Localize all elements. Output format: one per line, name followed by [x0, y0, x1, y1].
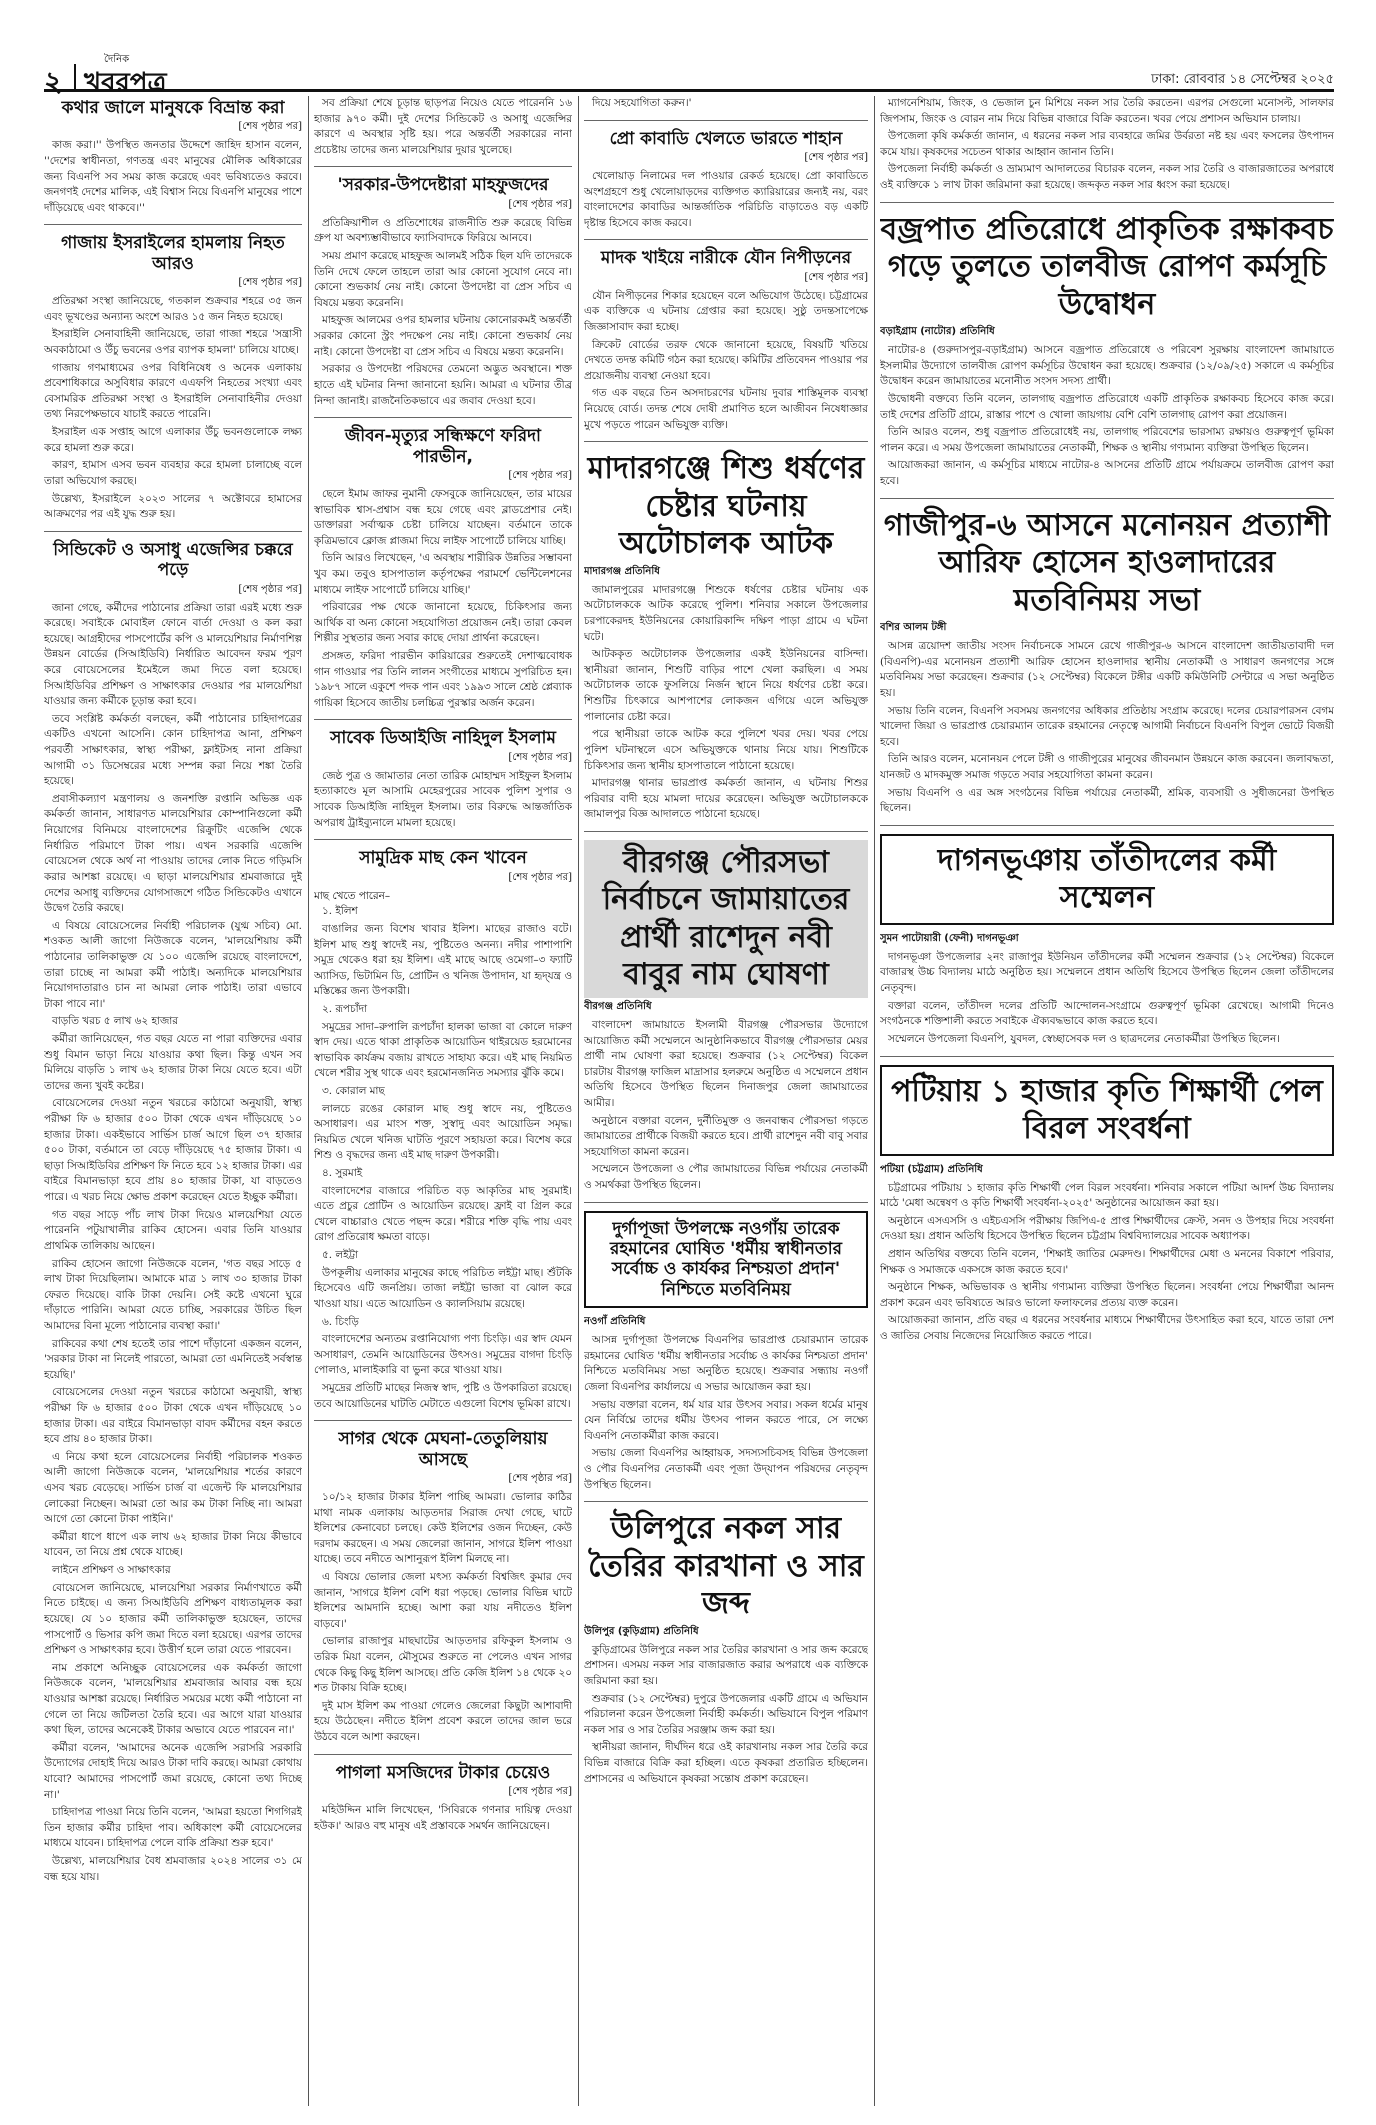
article-paragraph: সমুদ্রের সাদা–রুপালি রূপচাঁদা হালকা ভাজা বা কোলে দারুণ স্বাদ দেয়। এতে থাকা প্রাকৃতিক আয়োডিন থাইরয়েড হরমোনের স্বাভাবিক কার্যক্রম বজায় রাখতে সাহায্য করে। এই মাছ নিয়মিত খেলে শরীর সুস্থ থাকে এবং হরমোনজনিত সমস্যার ঝুঁকি কমে। — [314, 1020, 572, 1080]
article-paragraph: উপজেলা নির্বাহী কর্মকর্তা ও ভ্রাম্যমাণ আদালতের বিচারক বলেন, নকল সার তৈরি ও বাজারজাতের অপরাধে ওই ব্যক্তিকে ১ লাখ টাকা জরিমানা করা হয়েছে। জব্দকৃত নকল সার ধ্বংস করা হয়েছে। — [880, 163, 1334, 192]
news-article — [584, 1211, 868, 1503]
article-paragraph: আয়োজকরা জানান, প্রতি বছর এ ধরনের সংবর্ধনার মাধ্যমে শিক্ষার্থীদের উৎসাহিত করা হবে, যাতে তারা দেশ ও জাতির সেবায় নিজেদের নিয়োজিত করতে পারে। — [880, 1314, 1334, 1342]
article-body — [314, 216, 572, 409]
article-body — [584, 1333, 868, 1493]
article-body — [44, 601, 302, 1886]
article-paragraph: ৬. চিংড়ি — [322, 1315, 359, 1328]
article-body — [880, 639, 1334, 817]
article-paragraph: দাগনভূঞা উপজেলার ২নং রাজাপুর ইউনিয়ন তাঁতীদলের কর্মী সম্মেলন শুক্রবার (১২ সেপ্টেম্বর) বিকেলে বাজারস্থ উচ্চ বিদ্যালয় মাঠে অনুষ্ঠিত হয়। সম্মেলনে প্রধান অতিথি হিসেবে উপস্থিত ছিলেন জেলা তাঁতীদলের নেতৃবৃন্দ। — [880, 950, 1334, 995]
news-article — [584, 840, 868, 1203]
article-paragraph: কুড়িগ্রামের উলিপুরে নকল সার তৈরির কারখানা ও সার জব্দ করেছে প্রশাসন। এসময় নকল সার বাজারজাত করার অপরাধে এক ব্যক্তিকে জরিমানা করা হয়। — [584, 1643, 868, 1688]
article-body — [44, 138, 302, 216]
article-body — [880, 96, 1334, 194]
article-headline: সাগর থেকে মেঘনা-তেতুলিয়ায় আসছে — [338, 1429, 548, 1470]
page-number: ২ — [44, 65, 63, 98]
news-article — [44, 98, 302, 225]
news-article — [314, 1763, 572, 1843]
article-paragraph: উদ্বোধনী বক্তব্যে তিনি বলেন, তালগাছ বজ্রপাত প্রতিরোধে একটি প্রাকৃতিক রক্ষাকবচ হিসেবে কাজ করে। তাই দেশের প্রতিটি গ্রামে, রাস্তার পাশে ও খোলা জায়গায় বেশি বেশি তালগাছ রোপণ করা প্রয়োজন। — [880, 392, 1334, 421]
article-paragraph: বাংলাদেশের অন্যতম রপ্তানিযোগ্য পণ্য চিংড়ি। এর স্বাদ যেমন অসাধারণ, তেমনি আয়োডিনের উৎসও। সমুদ্রের বাগদা চিংড়ি পোলাও, মালাইকারি বা ভুনা করে খাওয়া যায়। — [314, 1333, 572, 1377]
article-paragraph: সভায় তিনি বলেন, বিএনপি সবসময় জনগণের অধিকার প্রতিষ্ঠায় সংগ্রাম করেছে। দলের চেয়ারপারসন বেগম খালেদা জিয়া ও ভারপ্রাপ্ত চেয়ারম্যান তারেক রহমানের নেতৃত্বে আগামী নির্বাচনে বিএনপি বিপুল ভোটে বিজয়ী হবে। — [880, 704, 1334, 748]
continued-label: [শেষ পৃষ্ঠার পর] — [804, 271, 868, 283]
article-paragraph: তিনি আরও লিখেছেন, 'এ অবস্থায় শারীরিক উন্নতির সম্ভাবনা খুব কম। তবুও হাসপাতাল কর্তৃপক্ষের পরামর্শে ভেন্টিলেশনের মাধ্যমে লাইফ সাপোর্টে চালিয়ে যাচ্ছি।' — [314, 552, 572, 596]
article-paragraph: বক্তারা বলেন, তাঁতীদল দলের প্রতিটি আন্দোলন-সংগ্রামে গুরুত্বপূর্ণ ভূমিকা রেখেছে। আগামী দিনেও সংগঠনকে শক্তিশালী করতে সবাইকে ঐক্যবদ্ধভাবে কাজ করতে হবে। — [880, 999, 1334, 1028]
column-1 — [44, 96, 302, 2106]
article-paragraph: বাংলাদেশ জামায়াতে ইসলামী বীরগঞ্জ পৌরসভার উদ্যোগে আয়োজিত কর্মী সম্মেলনে আনুষ্ঠানিকভাবে বীরগঞ্জ পৌরসভার মেয়র প্রার্থী নাম ঘোষণা করা হয়েছে। শুক্রবার (১২ সেপ্টেম্বর) বিকেল চারটায় বীরগঞ্জ ফাজিল মাদ্রাসার হলরুমে অনুষ্ঠিত এ সম্মেলনে প্রধান অতিথি হিসেবে উপস্থিত ছিলেন দিনাজপুর জেলা জামায়াতের আমীর। — [584, 1018, 868, 1109]
article-paragraph: বাড়তি খরচ ৫ লাখ ৬২ হাজার — [52, 1015, 178, 1028]
article-body — [880, 950, 1334, 1048]
article-paragraph: দুই মাস ইলিশ কম পাওয়া গেলেও জেলেরা কিছুটা আশাবাদী হয়ে উঠেছেন। নদীতে ইলিশ প্রবেশ করলে তাদের জাল ভরে উঠবে বলে আশা করছেন। — [314, 1699, 572, 1744]
article-paragraph: বোয়েসেলের দেওয়া নতুন খরচের কাঠামো অনুযায়ী, স্বাস্থ্য পরীক্ষা ফি ৬ হাজার ৫০০ টাকা থেকে এখন দাঁড়িয়েছে ১০ হাজার টাকা। একইভাবে সার্ভিস চার্জ আগে ছিল ৩৭ হাজার ৫০০ টাকা, বর্তমানে তা বেড়ে দাঁড়িয়েছে ৭৫ হাজার টাকা। এ ছাড়া সিআইডিবির প্রশিক্ষণ ফি নিতে হবে ১২ হাজার টাকা। এর বাইরে বিমানভাড়া হবে প্রায় ৪০ হাজার টাকা, যা বাড়তেও পারে। এ খরচ নিয়ে ক্ষোভ প্রকাশ করেছেন যেতে ইচ্ছুক কর্মীরা। — [44, 1097, 302, 1204]
article-headline: সিন্ডিকেট ও অসাধু এজেন্সির চক্করে পড়ে — [53, 539, 293, 581]
article-paragraph: তবে সংশ্লিষ্ট কর্মকর্তা বলছেন, কর্মী পাঠানোর চাহিদাপত্রের একটিও এখনো আসেনি। কোন চাহিদাপত্র আনা, প্রশিক্ষণ পরবর্তী সাক্ষাৎকার, স্বাস্থ্য পরীক্ষা, ফ্লাইটসহ নানা প্রক্রিয়া আগামী ৩১ ডিসেম্বরের মধ্যে সম্পন্ন করা নিয়ে শঙ্কা তৈরি হয়েছে। — [44, 712, 302, 788]
article-paragraph: আয়োজকরা জানান, এ কর্মসূচির মাধ্যমে নাটোর-৪ আসনের প্রতিটি গ্রামে পর্যায়ক্রমে তালবীজ রোপণ করা হবে। — [880, 459, 1334, 488]
news-article — [880, 834, 1334, 1057]
article-body — [314, 769, 572, 831]
article-paragraph: প্রতিরক্ষা সংস্থা জানিয়েছে, গতকাল শুক্রবার শহরে ৩৫ জন এবং ভূখণ্ডের অন্যান্য অংশে আরও ১৫ জন নিহত হয়েছে। — [44, 295, 302, 323]
column-3 — [584, 96, 868, 2106]
article-paragraph: ক্রিকেট বোর্ডের তরফ থেকে জানানো হয়েছে, বিষয়টি খতিয়ে দেখতে তদন্ত কমিটি গঠন করা হয়েছে। কমিটির প্রতিবেদন পাওয়ার পর প্রয়োজনীয় ব্যবস্থা নেওয়া হবে। — [584, 338, 868, 382]
article-byline: উলিপুর (কুড়িগ্রাম) প্রতিনিধি — [584, 1625, 699, 1637]
article-paragraph: ভোলার রাজাপুর মাছঘাটের আড়তদার রফিকুল ইসলাম ও তরিক মিয়া বলেন, মৌসুমের শুরুতে না পেলেও এখন সাগর থেকে কিছু কিছু ইলিশ আসছে। প্রতি কেজি ইলিশ ১৪ থেকে ২০ শত টাকায় বিক্রি হচ্ছে। — [314, 1635, 572, 1695]
list-intro: মাছ খেতে পারেন– — [314, 889, 391, 902]
article-byline: সুমন পাটোয়ারী (ফেনী) দাগনভূঞা — [880, 932, 1019, 944]
news-article — [584, 1510, 868, 1795]
news-article — [584, 450, 868, 832]
masthead-divider — [74, 64, 76, 90]
dateline: ঢাকা: রোববার ১৪ সেপ্টেম্বর ২০২৫ — [1151, 72, 1334, 87]
news-article — [314, 728, 572, 840]
article-paragraph: ম্যাগনেশিয়াম, জিংক, ও ভেজাল চুন মিশিয়ে নকল সার তৈরি করতেন। এরপর সেগুলো মনোসল্ট, সালফার জিপসাম, জিংক ও বোরন নাম দিয়ে বিভিন্ন বাজারে বিক্রি করতেন। খবর পেয়ে প্রশাসন অভিযান চালায়। — [880, 97, 1334, 125]
article-paragraph: সভায় জেলা বিএনপির আহ্বায়ক, সদস্যসচিবসহ বিভিন্ন উপজেলা ও পৌর বিএনপির নেতাকর্মী এবং পূজা উদ্‌যাপন পরিষদের নেতৃবৃন্দ উপস্থিত ছিলেন। — [584, 1447, 868, 1491]
article-paragraph: লালচে রঙের কোরাল মাছ শুধু স্বাদে নয়, পুষ্টিতেও অসাধারণ। এর মাংস শক্ত, সুস্বাদু এবং আয়োডিন সমৃদ্ধ। নিয়মিত খেলে খনিজ ঘাটতি পূরণে সহায়তা করে। বিশেষ করে শিশু ও বৃদ্ধদের জন্য এই মাছ দারুণ উপকারী। — [314, 1102, 572, 1162]
article-headline: জীবন-মৃত্যুর সন্ধিক্ষণে ফরিদা পারভীন, — [345, 426, 541, 467]
article-headline: মাদারগঞ্জে শিশু ধর্ষণের চেষ্টার ঘটনায় অটোচালক আটক — [587, 451, 865, 562]
article-paragraph: চট্টগ্রামের পটিয়ায় ১ হাজার কৃতি শিক্ষার্থী পেল বিরল সংবর্ধনা। শনিবার সকালে পটিয়া আদর্শ উচ্চ বিদ্যালয় মাঠে 'মেধা অন্বেষণ ও কৃতি শিক্ষার্থী সংবর্ধনা-২০২৫' অনুষ্ঠানের আয়োজন করা হয়। — [880, 1181, 1334, 1210]
article-body — [314, 487, 572, 712]
paper-name: খবরপত্র — [84, 68, 167, 98]
article-paragraph: পরে স্থানীয়রা তাকে আটক করে পুলিশে খবর দেয়। খবর পেয়ে পুলিশ ঘটনাস্থলে এসে অভিযুক্তকে থানায় নিয়ে যায়। শিশুটিকে চিকিৎসার জন্য স্থানীয় হাসপাতালে পাঠানো হয়েছে। — [584, 728, 868, 772]
article-body — [314, 904, 572, 1412]
article-headline: উলিপুরে নকল সার তৈরির কারখানা ও সার জব্দ — [588, 1511, 864, 1622]
continued-label: [শেষ পৃষ্ঠার পর] — [238, 121, 302, 133]
article-body — [584, 1018, 868, 1194]
article-paragraph: আসন্ন দুর্গাপূজা উপলক্ষে বিএনপির ভারপ্রাপ্ত চেয়ারম্যান তারেক রহমানের ঘোষিত 'ধর্মীয় স্বাধীনতার সর্বোচ্চ ও কার্যকর নিশ্চয়তা প্রদান' নিশ্চিতে মতবিনিময় সভা অনুষ্ঠিত হয়েছে। শুক্রবার সন্ধ্যায় নওগাঁ জেলা বিএনপির কার্যালয়ে এ সভার আয়োজন করা হয়। — [584, 1334, 868, 1394]
article-paragraph: প্রতিক্রিয়াশীল ও প্রতিশোধের রাজনীতি শুরু করেছে বিভিন্ন গ্রুপ যা অবশ্যম্ভাবীভাবে ফ্যাসিবাদকে ফিরিয়ে আনবে। — [314, 216, 572, 245]
article-paragraph: উল্লেখ্য, ইসরাইলে ২০২৩ সালের ৭ অক্টোবরে হামাসের আক্রমণের পর এই যুদ্ধ শুরু হয়। — [44, 492, 302, 521]
continued-label: [শেষ পৃষ্ঠার পর] — [508, 751, 572, 763]
article-paragraph: অনুষ্ঠানে বক্তারা বলেন, দুর্নীতিমুক্ত ও জনবান্ধব পৌরসভা গড়তে জামায়াতের প্রার্থীকে বিজয়ী করতে হবে। প্রার্থী রাশেদুন নবী বাবু সবার সহযোগিতা কামনা করেন। — [584, 1114, 868, 1158]
article-headline: পটিয়ায় ১ হাজার কৃতি শিক্ষার্থী পেল বিরল সংবর্ধনা — [880, 1065, 1334, 1156]
article-paragraph: লাইনে প্রশিক্ষণ ও সাক্ষাৎকার — [52, 1564, 171, 1577]
article-paragraph: সমুদ্রের প্রতিটি মাছের নিজস্ব স্বাদ, পুষ্টি ও উপকারিতা রয়েছে। তবে আয়োডিনের ঘাটতি মেটাতে এগুলো বিশেষ ভূমিকা রাখে। — [314, 1381, 572, 1410]
article-headline: দুর্গাপূজা উপলক্ষে নওগাঁয় তারেক রহমানের ঘোষিত 'ধর্মীয় স্বাধীনতার সর্বোচ্চ ও কার্যকর নিশ্চয়তা প্রদান' নিশ্চিতে মতবিনিময় — [584, 1211, 868, 1309]
news-article — [584, 96, 868, 121]
article-paragraph: ছেলে ইমাম জাফর নুমানী ফেসবুকে জানিয়েছেন, তার মায়ের স্বাভাবিক শ্বাস-প্রশ্বাস বন্ধ হয়ে গেছে এবং ব্লাডপ্রেশার নেই। ডাক্তাররা সর্বাত্মক চেষ্টা চালিয়ে যাচ্ছেন। বর্তমানে তাকে কৃত্রিমভাবে ক্লোজ প্লাজমা দিয়ে লাইফ সাপোর্টে চালিয়ে যাচ্ছি। — [314, 487, 572, 547]
article-paragraph: নাম প্রকাশে অনিচ্ছুক বোয়েসেলের এক কর্মকর্তা জাগো নিউজকে বলেন, 'মালয়েশিয়ার শ্রমবাজার আবার বন্ধ হয়ে যাওয়ার আশঙ্কা রয়েছে। নির্ধারিত সময়ের মধ্যে কর্মী পাঠানো না গেলে তা নিয়ে জটিলতা তৈরি হবে। এর আগে যারা যাওয়ার কথা ছিল, তাদের অনেকেই টাকার অভাবে যেতে পারবেন না।' — [44, 1661, 302, 1737]
article-body — [584, 289, 868, 433]
article-paragraph: সরকার ও উপদেষ্টা পরিষদের তেমনো অদ্ভুত অবস্থানে। শক্ত হাতে এই ঘটনার নিন্দা জানানো হয়নি। আমরা এ ঘটনার তীব্র নিন্দা জানাই। রাজনৈতিকভাবে এর জবাব দেওয়া হবে। — [314, 363, 572, 407]
continued-label: [শেষ পৃষ্ঠার পর] — [508, 871, 572, 883]
article-body — [584, 583, 868, 823]
article-headline: 'সরকার-উপদেষ্টারা মাহফুজদের — [337, 175, 549, 196]
article-headline: দাগনভূঞায় তাঁতীদলের কর্মী সম্মেলন — [880, 834, 1334, 925]
article-paragraph: গত এক বছরে তিন অসদাচরণের ঘটনায় দুবার শাস্তিমূলক ব্যবস্থা নিয়েছে বোর্ড। তদন্ত শেষে দোষী প্রমাণিত হলে আজীবন নিষেধাজ্ঞার মুখে পড়তে পারেন অভিযুক্ত ব্যক্তি। — [584, 387, 868, 431]
article-paragraph: উপকূলীয় এলাকার মানুষের কাছে পরিচিত লইট্টা মাছ। শুঁটকি হিসেবেও এটি জনপ্রিয়। তাজা লইট্টা ভাজা বা ঝোল করে খাওয়া যায়। এতে আয়োডিন ও ক্যালসিয়াম রয়েছে। — [314, 1266, 572, 1310]
article-headline: গাজীপুর-৬ আসনে মনোনয়ন প্রত্যাশী আরিফ হোসেন হাওলাদারের মতবিনিময় সভা — [883, 507, 1331, 618]
article-paragraph: ৩. কোরাল মাছ — [322, 1084, 385, 1097]
article-headline: গাজায় ইসরাইলের হামলায় নিহত আরও — [61, 233, 285, 274]
article-body — [314, 1490, 572, 1746]
article-paragraph: জেষ্ঠ পুত্র ও জামাতার নেতা তারিক মোহাম্মদ সাইফুল ইসলাম হত্যাকাণ্ডে মূল আসামি মেহেরপুরের সাবেক পুলিশ সুপার ও সাবেক ডিআইজি নাহিদুল ইসলাম। তার বিরুদ্ধে আন্তর্জাতিক অপরাধ ট্রাইব্যুনালে মামলা হয়েছে। — [314, 769, 572, 829]
article-paragraph: সভায় বক্তারা বলেন, ধর্ম যার যার উৎসব সবার। সকল ধর্মের মানুষ যেন নির্বিঘ্নে তাদের ধর্মীয় উৎসব পালন করতে পারে, সে লক্ষ্যে বিএনপি নেতাকর্মীরা কাজ করবে। — [584, 1398, 868, 1442]
continued-label: [শেষ পৃষ্ঠার পর] — [238, 583, 302, 595]
article-paragraph: কারণ, হামাস এসব ভবন ব্যবহার করে হামলা চালাচ্ছে বলে তারা অভিযোগ করছে। — [44, 459, 302, 487]
article-body — [880, 1181, 1334, 1345]
article-paragraph: সময় প্রমাণ করেছে মাহফুজ আলমই সঠিক ছিল যদি তাদেরকে তিনি দেখে ফেলে তাহলে তারা আর কোনো সুযোগ নেবে না। কোনো শুভকার্য নেয় নাই। কোনো উপদেষ্টা বা প্রেস সচিব এ বিষয়ে মন্তব্য করেননি। — [314, 250, 572, 309]
article-paragraph: প্রবাসীকল্যাণ মন্ত্রণালয় ও জনশক্তি রপ্তানি অভিজ্ঞ এক কর্মকর্তা জানান, সাধারণত মালয়েশিয়ার কোম্পানিগুলো কর্মী নিয়োগের বিনিময়ে বাংলাদেশের রিক্রুটিং এজেন্সি থেকে নির্ধারিত পরিমাণে টাকা পায়। এখন সরকারি এজেন্সি বোয়েসেল থেকে অর্থ না পাওয়ায় তাদের লোক নিতে গড়িমসি করার আশঙ্কা রয়েছে। এ ছাড়া মালয়েশিয়ার শ্রমবাজারে দুই দেশের অসাধু ব্যক্তিদের যোগসাজশে গঠিত সিন্ডিকেটও এখানে উদ্বেগ তৈরি করছে। — [44, 792, 302, 915]
article-paragraph: কাজ করা।'' উপস্থিত জনতার উদ্দেশে জাহিদ হাসান বলেন, ''দেশের স্বাধীনতা, গণতন্ত্র এবং মানুষের মৌলিক অধিকারের জন্য বিএনপি সব সময় কাজ করেছে এবং ভবিষ্যতেও করবে। জনগণই দেশের মালিক, এই বিশ্বাস নিয়ে বিএনপি মানুষের পাশে দাঁড়িয়েছে এবং থাকবে।'' — [44, 139, 302, 214]
article-paragraph: বোয়েসেলের দেওয়া নতুন খরচের কাঠামো অনুযায়ী, স্বাস্থ্য পরীক্ষা ফি ৬ হাজার ৫০০ টাকা থেকে এখন দাঁড়িয়েছে ১০ হাজার টাকা। এর বাইরে বিমানভাড়া বাবদ কর্মীদের বহন করতে হবে প্রায় ৪০ হাজার টাকা। — [44, 1386, 302, 1446]
news-article — [314, 175, 572, 418]
news-article — [44, 233, 302, 531]
article-paragraph: কর্মীরা জানিয়েছেন, গত বছর যেতে না পারা ব্যক্তিদের এবার শুধু বিমান ভাড়া নিয়ে যাওয়ার কথা ছিল। কিন্তু এখন সব মিলিয়ে বাড়তি ১ লাখ ৬২ হাজার টাকা নিয়ে যেতে হবে। এটা তাদের জন্য খুবই কষ্টের। — [44, 1032, 302, 1092]
article-byline: বশির আলম টঙ্গী — [880, 622, 947, 634]
continued-label: [শেষ পৃষ্ঠার পর] — [508, 469, 572, 481]
article-body — [314, 1803, 572, 1834]
continued-label: [শেষ পৃষ্ঠার পর] — [508, 198, 572, 210]
continued-label: [শেষ পৃষ্ঠার পর] — [508, 1786, 572, 1798]
article-headline: কথার জালে মানুষকে বিভ্রান্ত করা — [61, 98, 285, 118]
article-headline: বজ্রপাত প্রতিরোধে প্রাকৃতিক রক্ষাকবচ গড়ে তুলতে তালবীজ রোপণ কর্মসূচি উদ্বোধন — [880, 211, 1334, 322]
article-paragraph: রাকিবের কথা শেষ হতেই তার পাশে দাঁড়ানো একজন বলেন, 'সরকার টাকা না নিলেই পারতো, আমরা তো এমনিতেই সর্বস্বান্ত হয়েছি।' — [44, 1337, 302, 1381]
article-paragraph: তিনি আরও বলেন, মনোনয়ন পেলে টঙ্গী ও গাজীপুরের মানুষের জীবনমান উন্নয়নে কাজ করবেন। জলাবদ্ধতা, যানজট ও মাদকমুক্ত সমাজ গড়তে সবার সহযোগিতা কামনা করেন। — [880, 753, 1334, 782]
article-paragraph: চাহিদাপত্র পাওয়া নিয়ে তিনি বলেন, 'আমরা হয়তো শিগগিরই তিন হাজার কর্মীর চাহিদা পাব। অধিকাংশ কর্মী বোয়েসেলের মাধ্যমে যাবেন। চাহিদাপত্র পেলে বাকি প্রক্রিয়া শুরু হবে।' — [44, 1806, 302, 1850]
article-paragraph: তিনি আরও বলেন, শুধু বজ্রপাত প্রতিরোধেই নয়, তালগাছ পরিবেশের ভারসাম্য রক্ষায়ও গুরুত্বপূর্ণ ভূমিকা পালন করে। এ সময় উপজেলা জামায়াতের নেতাকর্মী, শিক্ষক ও স্থানীয় গণ্যমান্য ব্যক্তিরা উপস্থিত ছিলেন। — [880, 426, 1334, 454]
article-paragraph: ইসরাইলি সেনাবাহিনী জানিয়েছে, তারা গাজা শহরে 'সন্ত্রাসী অবকাঠামো ও উঁচু ভবনের ওপর ব্যাপক হামলা' চালিয়ে যাচ্ছে। — [44, 328, 302, 357]
masthead — [44, 54, 1334, 98]
article-headline: বীরগঞ্জ পৌরসভা নির্বাচনে জামায়াতের প্রার্থী রাশেদুন নবী বাবুর নাম ঘোষণা — [584, 840, 868, 998]
article-paragraph: জামালপুরের মাদারগঞ্জে শিশুকে ধর্ষণের চেষ্টার ঘটনায় এক অটোচালককে আটক করেছে পুলিশ। শনিবার সকালে উপজেলার চরপাকেরদহ ইউনিয়নের কোয়ারিকান্দি দক্ষিণ পাড়া গ্রামে এ ঘটনা ঘটে। — [584, 583, 868, 643]
article-paragraph: ১. ইলিশ — [322, 905, 358, 918]
article-paragraph: ১০/১২ হাজার টাকার ইলিশ পাচ্ছি আমরা। ভোলার কাঠির মাথা নামক এলাকায় আড়তদার সিরাজ দেখা গেছে, ঘাটে ইলিশের কেনাবেচা চলছে। কেউ ইলিশের ওজন দিচ্ছেন, কেউ দরদাম করছেন। এ সময় জেলেরা জানান, সাগরে ইলিশ পাওয়া যাচ্ছে। তবে নদীতে আশানুরূপ ইলিশ মিলছে না। — [314, 1490, 572, 1566]
article-paragraph: প্রসঙ্গত, ফরিদা পারভীন কারিয়ারের শুরুতেই দেশাত্মবোধক গান গাওয়ার পর তিনি লালন সংগীতের মাধ্যমে সুপরিচিত হন। ১৯৮৭ সালে একুশে পদক পান এবং ১৯৯৩ সালে শ্রেষ্ঠ প্লেব্যাক গায়িকা হিসেবে জাতীয় চলচ্চিত্র পুরস্কার অর্জন করেন। — [314, 650, 572, 709]
article-headline: সাবেক ডিআইজি নাহিদুল ইসলাম — [330, 728, 556, 749]
news-article — [314, 1429, 572, 1755]
news-article — [880, 211, 1334, 499]
article-paragraph: এ বিষয়ে ভোলার জেলা মৎস্য কর্মকর্তা বিশ্বজিৎ কুমার দেব জানান, 'সাগরে ইলিশ বেশি ধরা পড়ছে। ভোলার বিভিন্ন ঘাটে ইলিশের আমদানি হচ্ছে। আশা করা যায় নদীতেও ইলিশ বাড়বে।' — [314, 1571, 572, 1630]
article-paragraph: এ বিষয়ে বোয়েসেলের নির্বাহী পরিচালক (যুগ্ম সচিব) মো. শওকত আলী জাগো নিউজকে বলেন, 'মালয়েশিয়ায় কর্মী পাঠানোর তালিকাভুক্ত যে ১০০ এজেন্সি রয়েছে বাংলাদেশে, তারা চাচ্ছে না আমরা কর্মী পাঠাই। অন্যদিকে মালয়েশিয়ার নিয়োগদাতারাও চান না আমরা লোক পাঠাই। তারা এভাবে টাকা পাবে না।' — [44, 919, 302, 1010]
article-paragraph: স্থানীয়রা জানান, দীর্ঘদিন ধরে ওই কারখানায় নকল সার তৈরি করে বিভিন্ন বাজারে বিক্রি করা হচ্ছিল। এতে কৃষকরা প্রতারিত হচ্ছিলেন। প্রশাসনের এ অভিযানে কৃষকরা সন্তোষ প্রকাশ করেছেন। — [584, 1741, 868, 1785]
news-article — [584, 248, 868, 442]
article-paragraph: নাটোর-৪ (গুরুদাসপুর-বড়াইগ্রাম) আসনে বজ্রপাত প্রতিরোধে ও পরিবেশ সুরক্ষায় বাংলাদেশ জামায়াতে ইসলামীর উদ্যোগে তালবীজ রোপণ কর্মসূচির উদ্বোধন করা হয়েছে। শুক্রবার (১২/০৯/২৫) সকালে এ কর্মসূচির উদ্বোধন করেন জামায়াতের মনোনীত সংসদ সদস্য প্রার্থী। — [880, 344, 1334, 388]
article-paragraph: ইসরাইল এক সপ্তাহ আগে এলাকার উঁচু ভবনগুলোকে লক্ষ্য করে হামলা শুরু করে। — [44, 426, 302, 454]
article-byline: নওগাঁ প্রতিনিধি — [584, 1316, 646, 1328]
article-byline: পটিয়া (চট্টগ্রাম) প্রতিনিধি — [880, 1163, 983, 1175]
article-paragraph: দিয়ে সহযোগিতা করুন।' — [592, 97, 692, 109]
article-body — [314, 96, 572, 158]
article-body — [44, 294, 302, 523]
article-paragraph: রাকিব হোসেন জাগো নিউজকে বলেন, 'গত বছর সাড়ে ৫ লাখ টাকা দিয়েছিলাম। আমাকে মাত্র ১ লাখ ৩০ হাজার টাকা ফেরত দিয়েছে। বাকি টাকা দেয়নি। সেই কষ্টে এখনো ঘুরে দাঁড়াতে পারিনি। আমরা যেতে চাচ্ছি, সরকারের উচিত ছিল আমাদের বিনা মূল্যে পাঠানোর ব্যবস্থা করা।' — [44, 1257, 302, 1332]
news-article — [314, 426, 572, 720]
article-paragraph: খেলোয়াড় নিলামের দল পাওয়ার রেকর্ড হয়েছে। প্রো কাবাডিতে অংশগ্রহণে শুধু খেলোয়াড়দের ব্যক্তিগত ক্যারিয়ারের জন্যই নয়, বরং বাংলাদেশের কাবাডির আন্তর্জাতিক পরিচিতি বাড়াতেও বড় একটি দৃষ্টান্ত হিসেবে কাজ করবে। — [584, 170, 868, 229]
article-paragraph: সম্মেলনে উপজেলা ও পৌর জামায়াতের বিভিন্ন পর্যায়ের নেতাকর্মী ও সমর্থকরা উপস্থিত ছিলেন। — [584, 1163, 868, 1192]
article-paragraph: যৌন নিপীড়নের শিকার হয়েছেন বলে অভিযোগ উঠেছে। চট্টগ্রামের এক ব্যক্তিকে এ ঘটনায় গ্রেপ্তার করা হয়েছে। সুষ্ঠু তদন্তসাপেক্ষে জিজ্ঞাসাবাদ করা হচ্ছে। — [584, 289, 868, 334]
article-paragraph: সব প্রক্রিয়া শেষে চূড়ান্ত ছাড়পত্র নিয়েও যেতে পারেননি ১৬ হাজার ৯৭০ কর্মী। দুই দেশের সিন্ডিকেট ও অসাধু এজেন্সির কারণে এ অবস্থার সৃষ্টি হয়। পরে অন্তর্বর্তী সরকারের নানা প্রচেষ্টায় তাদের জন্য মালয়েশিয়ার দুয়ার খুলেছে। — [314, 97, 572, 156]
article-paragraph: অনুষ্ঠানে এসএসসি ও এইচএসসি পরীক্ষায় জিপিএ-৫ প্রাপ্ত শিক্ষার্থীদের ক্রেস্ট, সনদ ও উপহার দিয়ে সংবর্ধনা দেওয়া হয়। প্রধান অতিথি হিসেবে উপস্থিত ছিলেন চট্টগ্রাম বিশ্ববিদ্যালয়ের সাবেক অধ্যাপক। — [880, 1214, 1334, 1243]
article-paragraph: ৫. লইট্টা — [322, 1249, 359, 1262]
article-paragraph: আটককৃত অটোচালক উপজেলার একই ইউনিয়নের বাসিন্দা। স্থানীয়রা জানান, শিশুটি বাড়ির পাশে খেলা করছিল। এ সময় অটোচালক তাকে ফুসলিয়ে নির্জন স্থানে নিয়ে ধর্ষণের চেষ্টা করে। শিশুটির চিৎকারে আশপাশের লোকজন এগিয়ে এলে অভিযুক্ত পালানোর চেষ্টা করে। — [584, 648, 868, 723]
article-byline: বড়াইগ্রাম (নাটোর) প্রতিনিধি — [880, 326, 995, 338]
continued-label: [শেষ পৃষ্ঠার পর] — [508, 1472, 572, 1484]
article-body — [584, 1643, 868, 1787]
article-paragraph: কর্মীরা ধাপে ধাপে এক লাখ ৬২ হাজার টাকা নিয়ে কীভাবে যাবেন, তা নিয়ে প্রশ্ন থেকে যাচ্ছে। — [44, 1530, 302, 1559]
article-paragraph: অনুষ্ঠানে শিক্ষক, অভিভাবক ও স্থানীয় গণ্যমান্য ব্যক্তিরা উপস্থিত ছিলেন। সংবর্ধনা পেয়ে শিক্ষার্থীরা আনন্দ প্রকাশ করেন এবং ভবিষ্যতে আরও ভালো ফলাফলের প্রত্যয় ব্যক্ত করেন। — [880, 1281, 1334, 1309]
article-paragraph: গাজায় গণমাধ্যমের ওপর বিধিনিষেধ ও অনেক এলাকায় প্রবেশাধিকারে অসুবিধার কারণে এএফপি নিহতের সংখ্যা এবং বেসামরিক প্রতিরক্ষা সংস্থা ও ইসরাইলি সেনাবাহিনীর দেওয়া তথ্য নিরপেক্ষভাবে যাচাই করতে পারেনি। — [44, 361, 302, 421]
column-rule — [308, 96, 309, 2106]
article-paragraph: উল্লেখ্য, মালয়েশিয়ার বৈধ শ্রমবাজার ২০২৪ সালের ৩১ মে বন্ধ হয়ে যায়। — [44, 1855, 302, 1883]
news-article — [44, 540, 302, 1894]
article-paragraph: সম্মেলনে উপজেলা বিএনপি, যুবদল, স্বেচ্ছাসেবক দল ও ছাত্রদলের নেতাকর্মীরা উপস্থিত ছিলেন। — [888, 1032, 1280, 1045]
article-headline: পাগলা মসজিদের টাকার চেয়েও — [335, 1762, 551, 1783]
article-headline: সামুদ্রিক মাছ কেন খাবেন — [359, 848, 527, 869]
article-body — [880, 343, 1334, 489]
article-paragraph: মাহফুজ আলমের ওপর হামলার ঘটনায় কোনোরকমই অন্তর্বর্তী সরকার কোনো স্ট্রং পদক্ষেপ নেয় নাই। কোনো শুভকার্য নেয় নাই। কোনো উপদেষ্টা বা প্রেস সচিব এ বিষয়ে মন্তব্য করেননি। — [314, 314, 572, 358]
continued-label: [শেষ পৃষ্ঠার পর] — [238, 277, 302, 289]
news-article — [314, 848, 572, 1421]
news-article — [880, 507, 1334, 826]
article-byline: বীরগঞ্জ প্রতিনিধি — [584, 1000, 652, 1012]
column-rule — [578, 96, 579, 2106]
article-paragraph: এ নিয়ে কথা হলে বোয়েসেলের নির্বাহী পরিচালক শওকত আলী জাগো নিউজকে বলেন, 'মালয়েশিয়ার শর্তের কারণে এসব খরচ বেড়েছে। সার্ভিস চার্জ বা এজেন্ট ফি মালয়েশিয়ার লোকেরা নিচ্ছেন। আমরা তো আর কম টাকা নিচ্ছি না। আমরা আগে তো কোনো টাকা পাইনি।' — [44, 1450, 302, 1526]
column-2 — [314, 96, 572, 2106]
column-4 — [880, 96, 1334, 2106]
news-article — [584, 129, 868, 241]
continued-label: [শেষ পৃষ্ঠার পর] — [804, 152, 868, 163]
article-paragraph: আসন্ন ত্রয়োদশ জাতীয় সংসদ নির্বাচনকে সামনে রেখে গাজীপুর-৬ আসনে বাংলাদেশ জাতীয়তাবাদী দল (বিএনপি)-এর মনোনয়ন প্রত্যাশী আরিফ হোসেন হাওলাদার স্থানীয় নেতাকর্মী ও সাধারণ জনগণের সঙ্গে মতবিনিময় সভা করেছেন। শুক্রবার (১২ সেপ্টেম্বর) বিকেলে টঙ্গীর একটি কমিউনিটি সেন্টারে এ সভা অনুষ্ঠিত হয়। — [880, 640, 1334, 699]
article-paragraph: কর্মীরা বলেন, 'আমাদের অনেক এজেন্সি সরাসরি সরকারি উদ্যোগের দোহাই দিয়ে আরও টাকা দাবি করছে। আমরা কোথায় যাবো? আমাদের পাসপোর্ট জমা রয়েছে, কোনো তথ্য দিচ্ছে না।' — [44, 1741, 302, 1801]
article-paragraph: শুক্রবার (১২ সেপ্টেম্বর) দুপুরে উপজেলার একটি গ্রামে এ অভিযান পরিচালনা করেন উপজেলা নির্বাহী কর্মকর্তা। অভিযানে বিপুল পরিমাণ নকল সার ও সার তৈরির সরঞ্জাম জব্দ করা হয়। — [584, 1692, 868, 1736]
article-body — [584, 169, 868, 231]
article-paragraph: ২. রূপচাঁদা — [322, 1002, 368, 1015]
paper-tagline: দৈনিক — [104, 54, 130, 65]
article-paragraph: গত বছর সাড়ে পাঁচ লাখ টাকা দিয়েও মালয়েশিয়া যেতে পারেননি পটুয়াখালীর রাকিব হোসেন। এবার তিনি যাওয়ার প্রাথমিক তালিকায় আছেন। — [44, 1208, 302, 1252]
article-byline: মাদারগঞ্জ প্রতিনিধি — [584, 565, 660, 577]
news-article — [880, 1065, 1334, 1353]
article-body — [584, 96, 868, 112]
article-paragraph: জানা গেছে, কর্মীদের পাঠানোর প্রক্রিয়া তারা এরই মধ্যে শুরু করেছে। সবাইকে মোবাইল ফোনে বার্তা দেওয়া ও কল করা হয়েছে। আগ্রহীদের পাসপোর্টের কপি ও মালয়েশিয়ার নির্মাণশিল্প উন্নয়ন বোর্ডের (সিআইডিবি) নির্ধারিত আবেদন ফরম পূরণ করে বোয়েসেলের ইমেইলে জমা দিতে বলা হয়েছে। সিআইডিবির প্রশিক্ষণ ও সাক্ষাৎকার দেওয়ার পর মালয়েশিয়া যাওয়ার জন্য কর্মীকে চূড়ান্ত করা হবে। — [44, 601, 302, 708]
article-paragraph: পরিবারের পক্ষ থেকে জানানো হয়েছে, চিকিৎসার জন্য আর্থিক বা অন্য কোনো সহযোগিতা প্রয়োজন নেই। তারা কেবল শিল্পীর সুস্থতার জন্য সবার কাছে দোয়া প্রার্থনা করেছেন। — [314, 601, 572, 645]
column-rule — [874, 96, 875, 2106]
article-paragraph: উপজেলা কৃষি কর্মকর্তা জানান, এ ধরনের নকল সার ব্যবহারে জমির উর্বরতা নষ্ট হয় এবং ফসলের উৎপাদন কমে যায়। কৃষকদের সচেতন থাকার আহ্বান জানান তিনি। — [880, 130, 1334, 158]
article-headline: মাদক খাইয়ে নারীকে যৌন নিপীড়নের — [600, 248, 852, 269]
article-paragraph: বোয়েসেল জানিয়েছে, মালয়েশিয়া সরকার নির্মাণখাতে কর্মী নিতে চাইছে। এ জন্য সিআইডিবি প্রশিক্ষণ বাধ্যতামূলক করা হয়েছে। যে ১০ হাজার কর্মী তালিকাভুক্ত হয়েছেন, তাদের পাসপোর্ট ও ভিসার কপি জমা দিতে বলা হয়েছে। এরপর তাদের প্রশিক্ষণ ও সাক্ষাৎকার হবে। উত্তীর্ণ হলে তারা যেতে পারবেন। — [44, 1581, 302, 1657]
article-paragraph: প্রধান অতিথির বক্তব্যে তিনি বলেন, 'শিক্ষাই জাতির মেরুদণ্ড। শিক্ষার্থীদের মেধা ও মননের বিকাশে পরিবার, শিক্ষক ও সমাজকে একসঙ্গে কাজ করতে হবে।' — [880, 1247, 1334, 1276]
article-paragraph: ৪. সুরমাই — [322, 1167, 363, 1180]
article-paragraph: সভায় বিএনপি ও এর অঙ্গ সংগঠনের বিভিন্ন পর্যায়ের নেতাকর্মী, শ্রমিক, ব্যবসায়ী ও সুধীজনেরা উপস্থিত ছিলেন। — [880, 786, 1334, 815]
article-paragraph: মহিউদ্দিন মালি লিখেছেন, 'সিবিরকে গণনার দায়িত্ব দেওয়া হউক।' আরও বহু মানুষ এই প্রস্তাবকে সমর্থন জানিয়েছেন। — [314, 1804, 572, 1832]
news-article — [880, 96, 1334, 203]
article-headline: প্রো কাবাডি খেলতে ভারতে শাহান — [609, 128, 843, 149]
article-paragraph: বাঙালির জন্য বিশেষ খাবার ইলিশ। মাছের রাজাও বটে। ইলিশ মাছ শুধু স্বাদেই নয়, পুষ্টিতেও অনন্য। নদীর পাশাপাশি সমুদ্র থেকেও ধরা হয় ইলিশ। এই মাছে আছে ওমেগা–৩ ফ্যাটি অ্যাসিড, ভিটামিন ডি, প্রোটিন ও খনিজ উপাদান, যা হৃদ্‌যন্ত্র ও মস্তিষ্কের জন্য উপকারী। — [314, 922, 572, 998]
news-article — [314, 96, 572, 167]
article-paragraph: মাদারগঞ্জ থানার ভারপ্রাপ্ত কর্মকর্তা জানান, এ ঘটনায় শিশুর পরিবার বাদী হয়ে মামলা দায়ের করেছেন। অভিযুক্ত অটোচালককে জামালপুর বিজ্ঞ আদালতে পাঠানো হয়েছে। — [584, 777, 868, 821]
article-paragraph: বাংলাদেশের বাজারে পরিচিত বড় আকৃতির মাছ সুরমাই। এতে প্রচুর প্রোটিন ও আয়োডিন রয়েছে। ফ্রাই বা গ্রিল করে খেলে বাচ্চারাও খেতে পছন্দ করে। শরীরে শক্তি বৃদ্ধি পায় এবং রোগ প্রতিরোধ ক্ষমতা বাড়ে। — [314, 1184, 572, 1244]
